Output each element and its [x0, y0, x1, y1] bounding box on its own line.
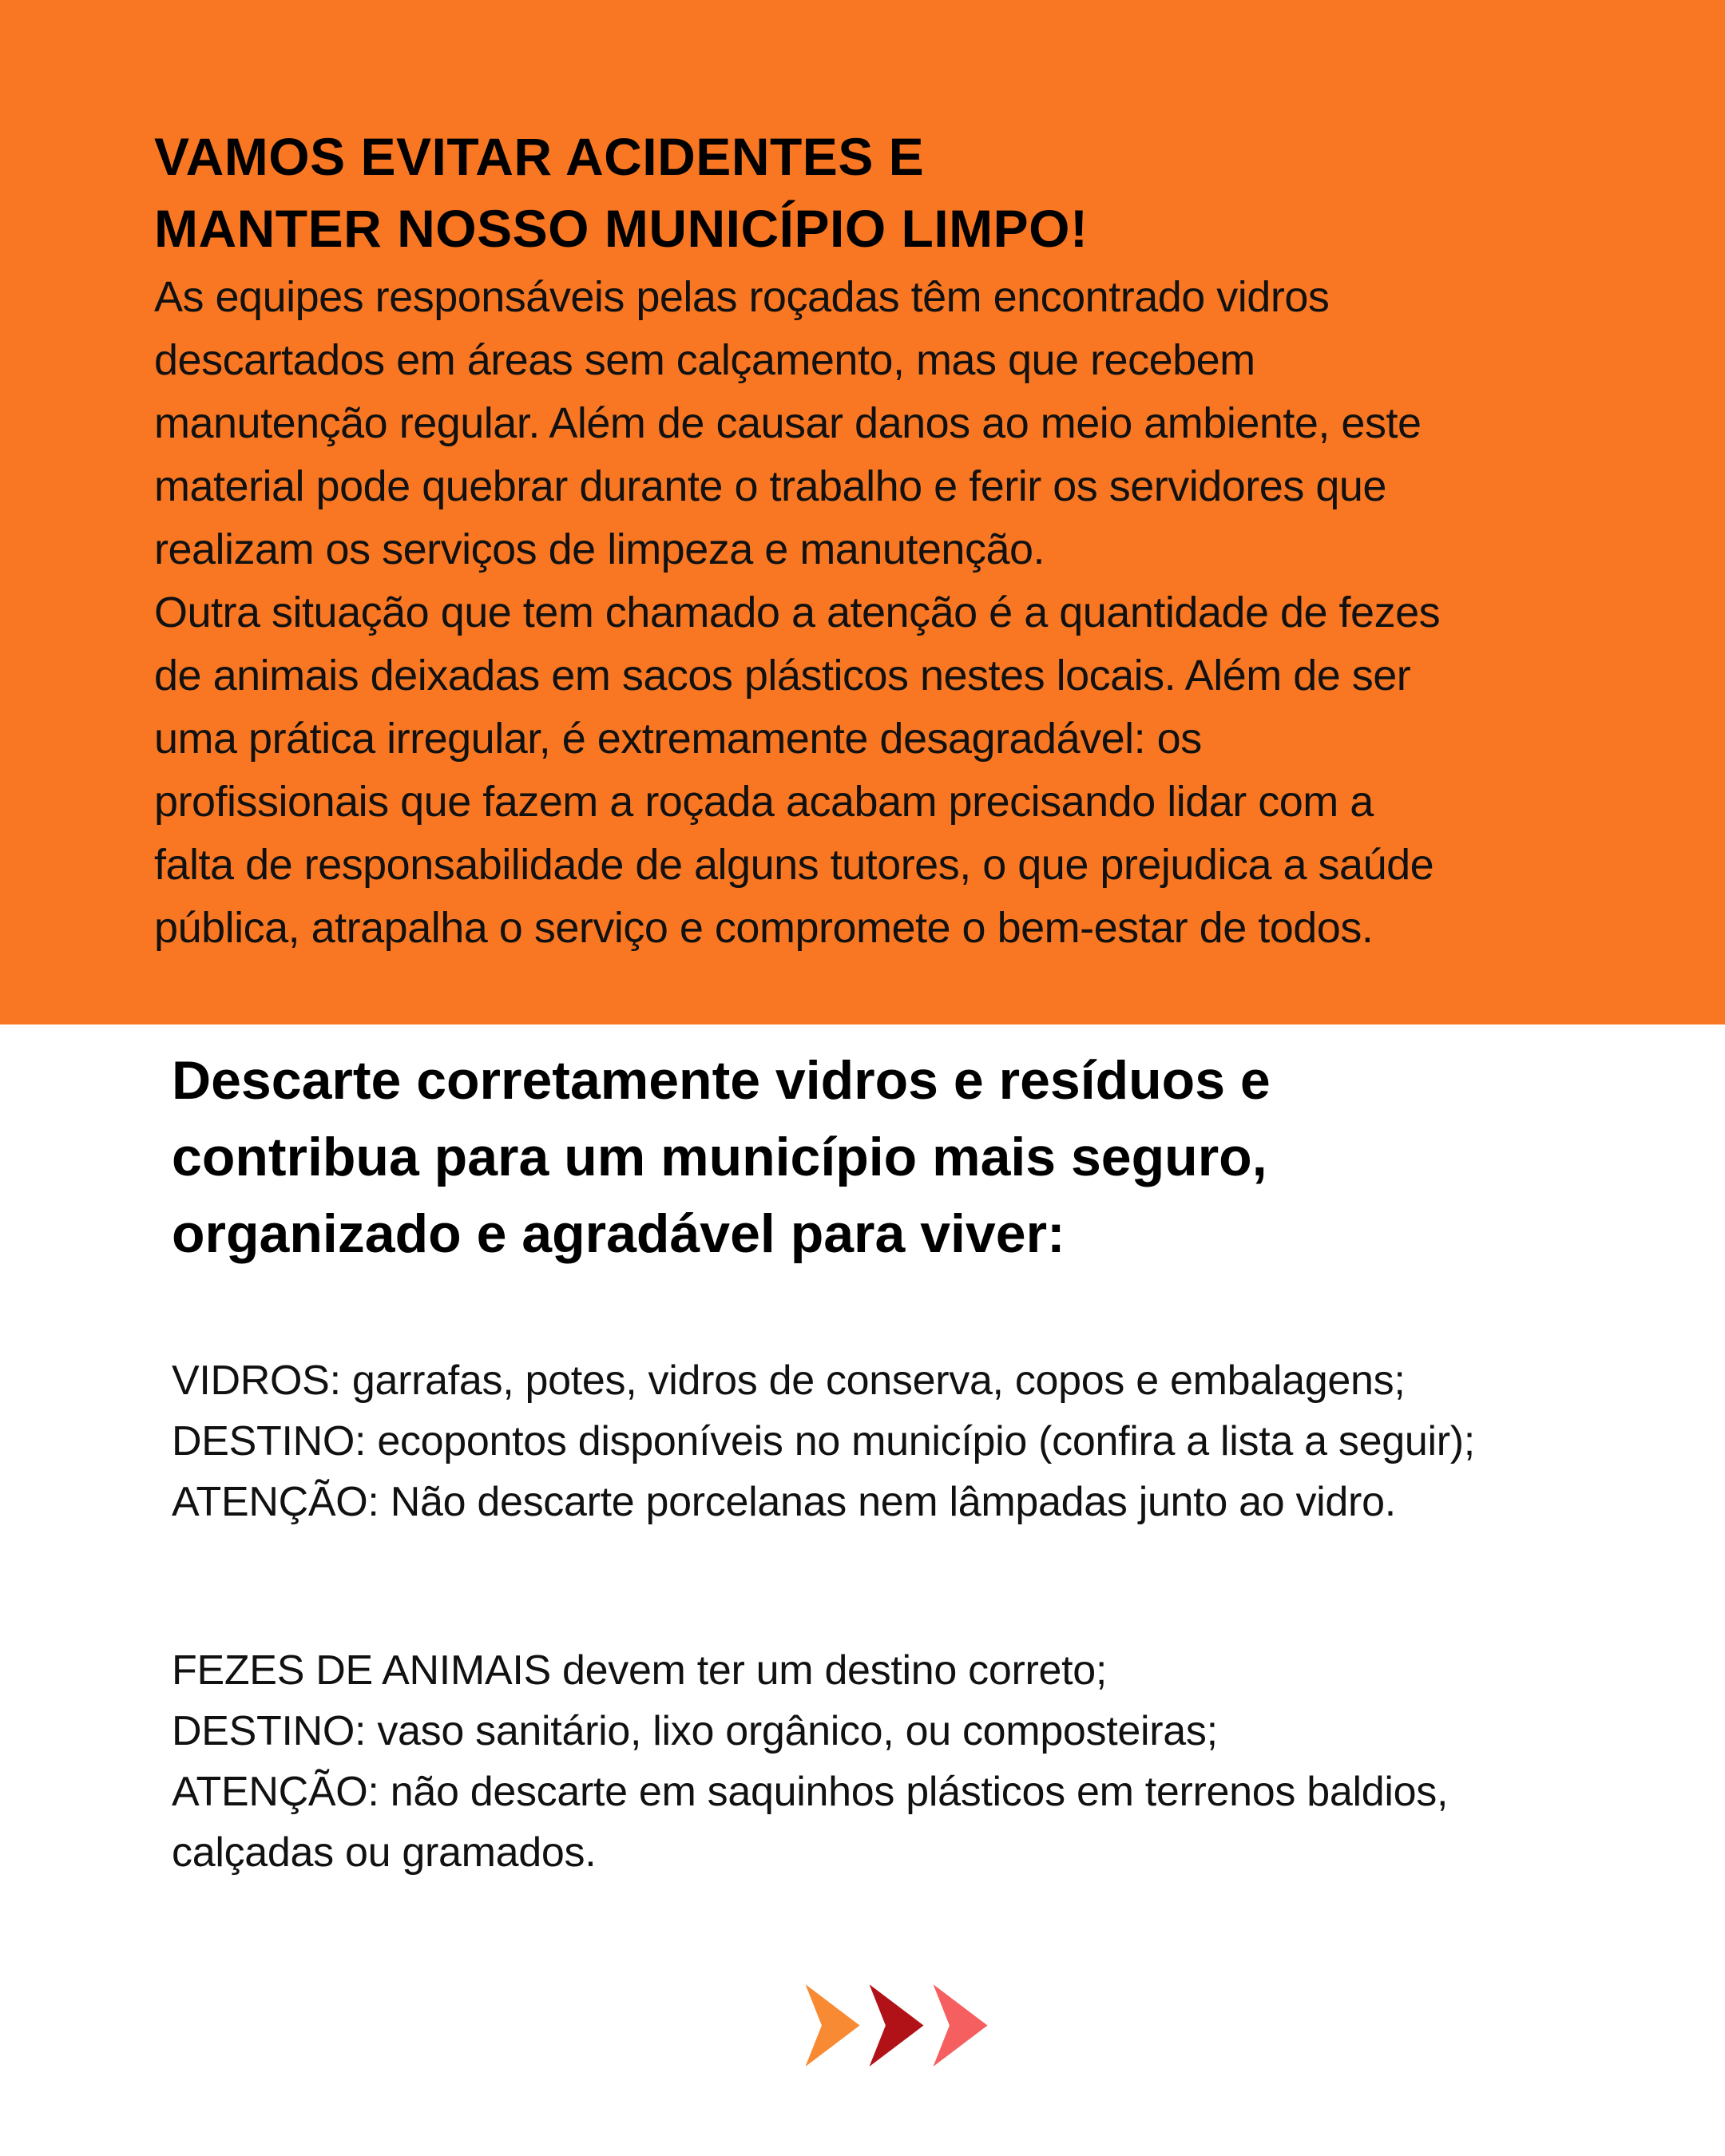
chevron-arrow-icon — [806, 1984, 860, 2067]
info-line: ATENÇÃO: não descarte em saquinhos plásticos em terrenos baldios, — [172, 1769, 1449, 1815]
section-heading-line: Descarte corretamente vidros e resíduos e — [172, 1050, 1271, 1111]
info-line: FEZES DE ANIMAIS devem ter um destino correto; — [172, 1647, 1108, 1694]
body-text-line: As equipes responsáveis pelas roçadas têm encontrado vidros — [154, 273, 1330, 321]
section-heading-line: contribua para um município mais seguro, — [172, 1127, 1267, 1187]
body-text-line: manutenção regular. Além de causar danos ao meio ambiente, este — [154, 399, 1422, 447]
info-line: DESTINO: vaso sanitário, lixo orgânico, ou composteiras; — [172, 1708, 1218, 1754]
section-heading-line: organizado e agradável para viver: — [172, 1203, 1065, 1264]
body-text-line: profissionais que fazem a roçada acabam precisando lidar com a — [154, 778, 1374, 826]
info-line: VIDROS: garrafas, potes, vidros de conserva, copos e embalagens; — [172, 1357, 1406, 1404]
info-line: ATENÇÃO: Não descarte porcelanas nem lâmpadas junto ao vidro. — [172, 1479, 1396, 1525]
glass-disposal-info — [172, 1350, 1621, 1532]
body-text-line: Outra situação que tem chamado a atenção é a quantidade de fezes — [154, 589, 1441, 636]
banner-title-line: VAMOS EVITAR ACIDENTES E — [154, 127, 925, 186]
pet-waste-disposal-info — [172, 1640, 1621, 1883]
body-text-line: realizam os serviços de limpeza e manutenção. — [154, 525, 1045, 573]
chevron-arrow-icon — [934, 1984, 988, 2067]
body-text-line: material pode quebrar durante o trabalho e ferir os servidores que — [154, 462, 1386, 510]
header-banner — [0, 0, 1725, 1024]
body-text-line: descartados em áreas sem calçamento, mas que recebem — [154, 336, 1255, 384]
disposal-guide-section — [0, 1024, 1725, 2067]
banner-intro-text — [154, 266, 1621, 960]
banner-title-line: MANTER NOSSO MUNICÍPIO LIMPO! — [154, 199, 1089, 258]
triple-chevron-decoration — [172, 1984, 1621, 2067]
section-heading — [172, 1042, 1621, 1272]
banner-title — [154, 121, 1621, 264]
body-text-line: falta de responsabilidade de alguns tutores, o que prejudica a saúde — [154, 841, 1434, 889]
body-text-line: pública, atrapalha o serviço e compromete o bem-estar de todos. — [154, 904, 1374, 952]
info-line: calçadas ou gramados. — [172, 1829, 597, 1876]
info-line: DESTINO: ecopontos disponíveis no município (confira a lista a seguir); — [172, 1418, 1475, 1464]
body-text-line: uma prática irregular, é extremamente desagradável: os — [154, 715, 1202, 763]
body-text-line: de animais deixadas em sacos plásticos nestes locais. Além de ser — [154, 652, 1411, 700]
chevron-arrow-icon — [870, 1984, 924, 2067]
